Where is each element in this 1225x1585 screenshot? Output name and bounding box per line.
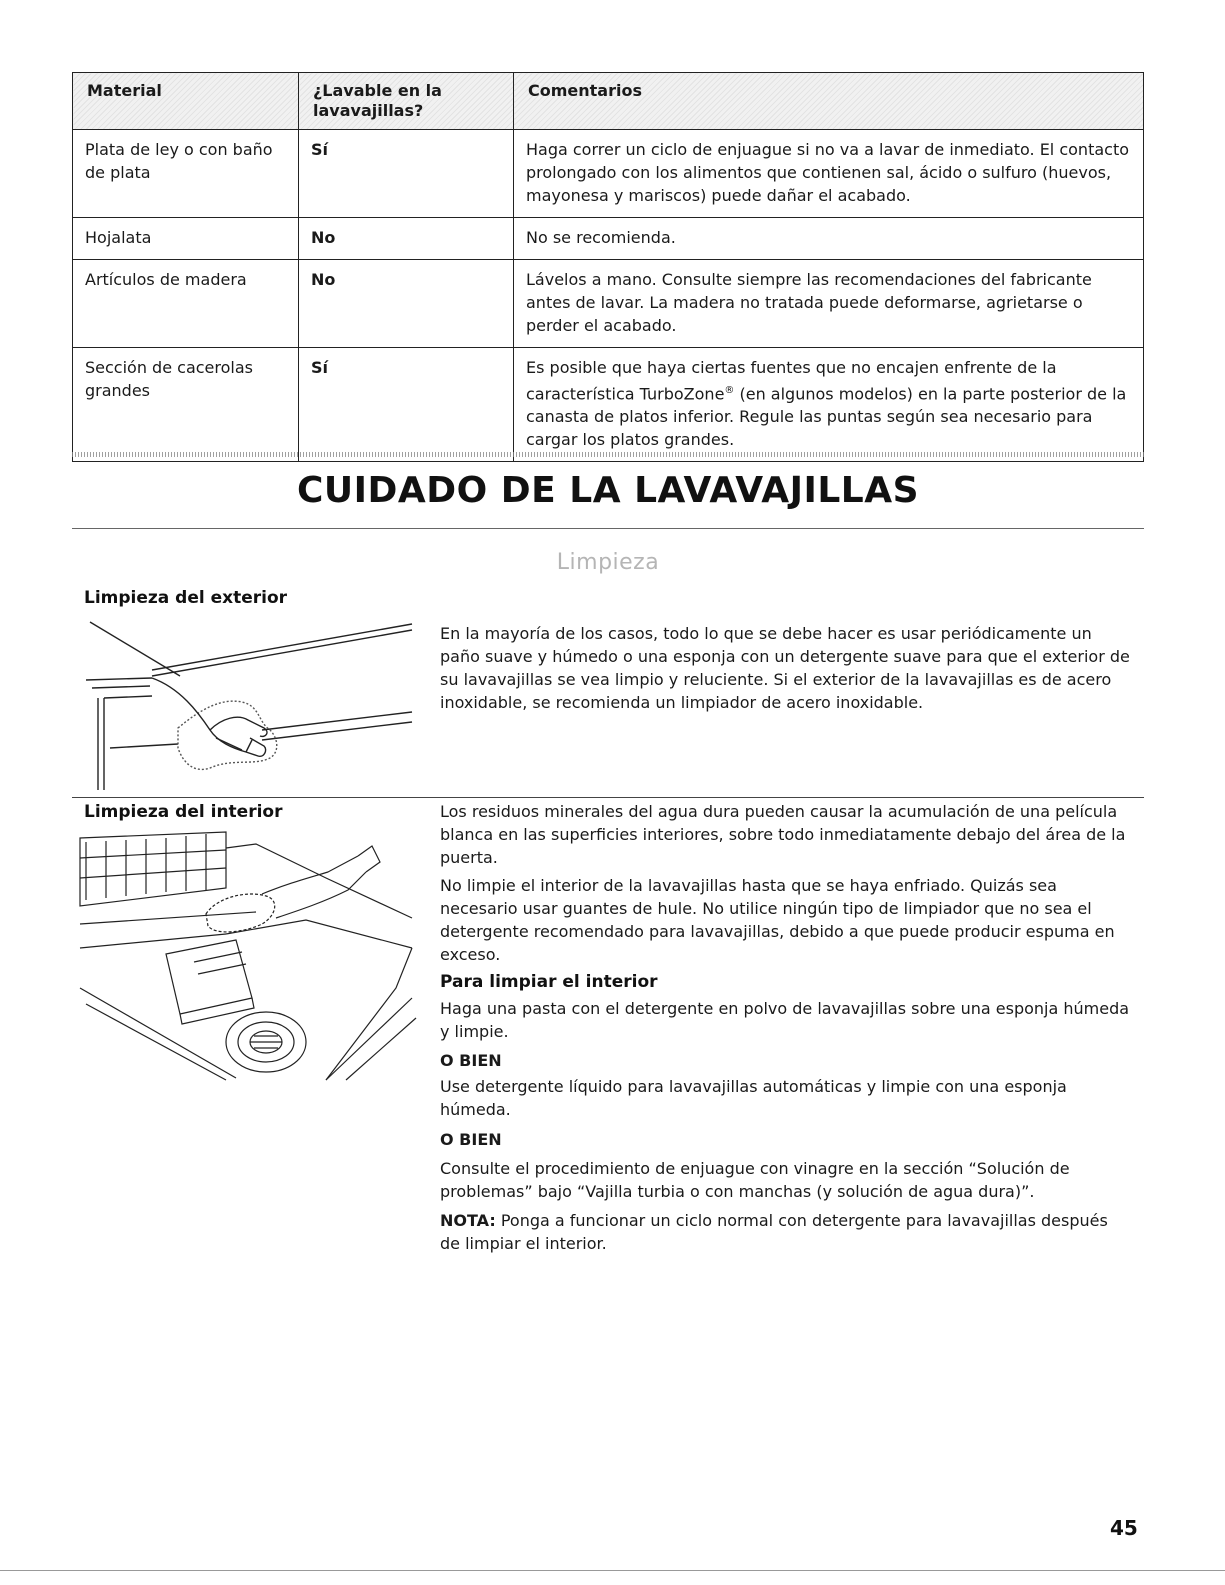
interior-cleaning-illustration: [76, 828, 422, 1084]
page-number: 45: [1110, 1516, 1138, 1540]
interior-paragraph-1: Los residuos minerales del agua dura pueden causar la acumulación de una película blanca en las superficies interiores, sobre todo inmediatamente debajo del área de la puerta.: [440, 802, 1126, 867]
exterior-text: En la mayoría de los casos, todo lo que se debe hacer es usar periódicamente un paño suave y húmedo o una esponja con un detergente suave para que el exterior de su lavavajillas se vea limpio y reluciente. Si el exterior de la lavavajillas es de acero inoxidable, se recomienda un limpiador de acero inoxidable.: [440, 624, 1130, 712]
cell-comments: Lávelos a mano. Consulte siempre las recomendaciones del fabricante antes de lavar. La madera no tratada puede deformarse, agrietarse o perder el acabado.: [514, 260, 1144, 348]
section-rule: [72, 797, 1144, 798]
cell-washable: Sí: [299, 130, 514, 218]
interior-paragraph-3: Haga una pasta con el detergente en polvo de lavavajillas sobre una esponja húmeda y limpie.: [440, 999, 1130, 1041]
materials-table: [72, 72, 1144, 462]
bottom-rule: [0, 1570, 1225, 1571]
table-row: [73, 348, 1144, 462]
table-row: [73, 130, 1144, 218]
interior-heading: Limpieza del interior: [84, 802, 283, 822]
table-row: [73, 260, 1144, 348]
subsection-title: Limpieza: [556, 550, 660, 575]
interior-subheading: Para limpiar el interior: [440, 972, 658, 992]
comments-text-part: Es posible que haya ciertas fuentes que no encajen enfrente de la característica TurboZone: [526, 358, 1057, 404]
table-row: [73, 218, 1144, 260]
cell-material: Sección de cacerolas grandes: [73, 348, 299, 462]
or-label-1: O BIEN: [440, 1051, 502, 1070]
comments-text-part: (en algunos modelos) en la parte posterior de la canasta de platos inferior. Regule las puntas según sea necesario para cargar los platos grandes.: [526, 384, 1127, 450]
table-header-row: [73, 73, 1144, 130]
dotted-divider: [72, 452, 1144, 457]
cell-material: Hojalata: [73, 218, 299, 260]
cell-washable: No: [299, 260, 514, 348]
cell-washable: No: [299, 218, 514, 260]
header-material: Material: [73, 73, 299, 130]
title-rule: [72, 528, 1144, 529]
note-label: NOTA:: [440, 1211, 496, 1230]
note-paragraph: [440, 1209, 1130, 1255]
exterior-cleaning-illustration: [82, 618, 418, 794]
or-label-2: O BIEN: [440, 1130, 502, 1149]
interior-paragraph-2: No limpie el interior de la lavavajillas hasta que se haya enfriado. Quizás sea necesario usar guantes de hule. No utilice ningún tipo de limpiador que no sea el detergente recomendado para lavavajillas, debido a que puede producir espuma en exceso.: [440, 876, 1115, 964]
note-text: Ponga a funcionar un ciclo normal con detergente para lavavajillas después de limpiar el interior.: [440, 1211, 1108, 1253]
cell-washable: Sí: [299, 348, 514, 462]
interior-paragraph-5: Consulte el procedimiento de enjuague con vinagre en la sección “Solución de problemas” bajo “Vajilla turbia o con manchas (y solución de agua dura)”.: [440, 1159, 1070, 1201]
header-comments: Comentarios: [514, 73, 1144, 130]
cell-comments: Haga correr un ciclo de enjuague si no va a lavar de inmediato. El contacto prolongado con los alimentos que contienen sal, ácido o sulfuro (huevos, mayonesa y mariscos) puede dañar el acabado.: [514, 130, 1144, 218]
section-title: CUIDADO DE LA LAVAVAJILLAS: [296, 470, 920, 511]
registered-mark: ®: [724, 385, 735, 396]
cell-comments: No se recomienda.: [514, 218, 1144, 260]
interior-paragraph-4: Use detergente líquido para lavavajillas automáticas y limpie con una esponja húmeda.: [440, 1077, 1067, 1119]
cell-material: Artículos de madera: [73, 260, 299, 348]
exterior-heading: Limpieza del exterior: [84, 588, 288, 608]
cell-material: Plata de ley o con baño de plata: [73, 130, 299, 218]
cell-comments: [514, 348, 1144, 462]
header-washable: ¿Lavable en la lavavajillas?: [299, 73, 514, 130]
